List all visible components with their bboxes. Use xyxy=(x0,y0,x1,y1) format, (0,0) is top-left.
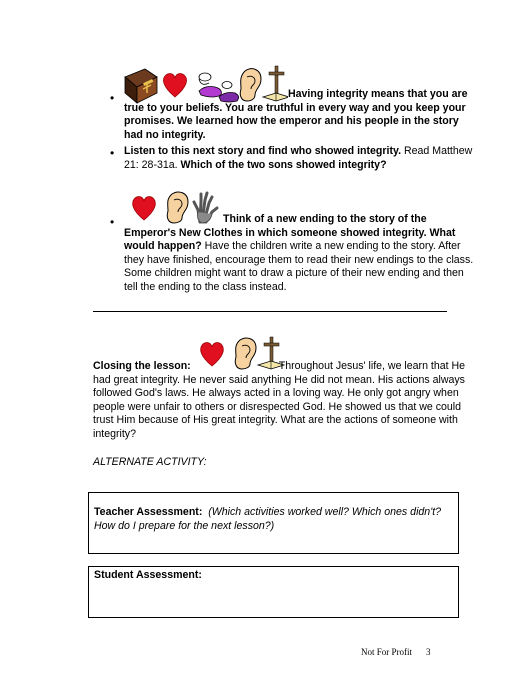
bullet-1: • xyxy=(110,91,115,105)
section1-text-bold: Having integrity means that you are true to your beliefs. You are truthful in every way and you keep your promises. We learned how the emperor and his people in the story had no integrity. xyxy=(124,88,468,141)
teacher-assessment-prompt: (Which activities worked well? Which ones didn't? How do I prepare for the next lesson?) xyxy=(94,506,442,532)
closing-body: Throughout Jesus' life, we learn that He had great integrity. He never said anything He did not mean. His actions always followed God's laws. He always acted in a loving way. He only got angry when people were unfair to others or disrespected God. He showed us that we could trust Him because of His great integrity. What are the actions of someone with integrity? xyxy=(93,360,466,440)
alternate-activity: ALTERNATE ACTIVITY: xyxy=(93,456,207,468)
section2-normal: Read Matthew 21: 28-31a. xyxy=(124,145,473,171)
teacher-assessment-box[interactable] xyxy=(88,492,459,554)
section1-text xyxy=(124,88,476,142)
section3-normal: Have the children write a new ending to the story. After they have finished, encourage them to read their new endings to the class. Some children might want to draw a picture of their new ending and then tell the ending to the class instead. xyxy=(124,240,474,293)
section3-bold: Think of a new ending to the story of the Emperor's New Clothes in which someone showed integrity. What would happen? xyxy=(124,213,456,253)
page-number: 3 xyxy=(426,647,431,657)
bullet-2: • xyxy=(110,146,115,160)
student-assessment-box[interactable] xyxy=(88,566,459,618)
section2-bold-1: Listen to this next story and find who showed integrity. xyxy=(124,145,402,157)
horizontal-divider xyxy=(93,311,447,312)
teacher-assessment-label: Teacher Assessment: xyxy=(94,506,203,518)
closing-text xyxy=(93,360,477,442)
bullet-3: • xyxy=(110,215,115,229)
footer-text: Not For Profit xyxy=(361,647,413,657)
section3-text xyxy=(124,213,480,295)
section2-text xyxy=(124,145,474,172)
section2-bold-2: Which of the two sons showed integrity? xyxy=(180,158,387,171)
student-assessment-label: Student Assessment: xyxy=(94,569,202,581)
teacher-assessment-text xyxy=(94,506,452,533)
closing-label: Closing the lesson: xyxy=(93,360,191,372)
